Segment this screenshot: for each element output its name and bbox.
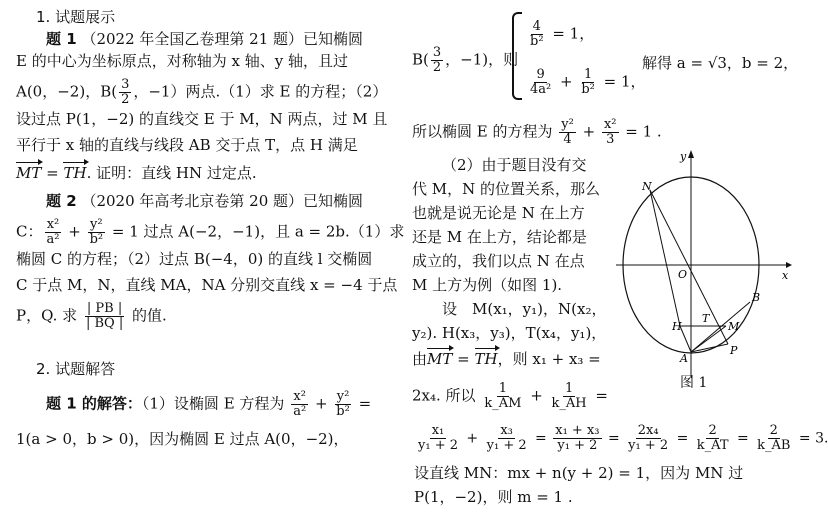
problem1-line2: E 的中心为坐标原点，对称轴为 x 轴、y 轴，且过 <box>16 52 348 70</box>
label-m: M <box>728 320 740 333</box>
problem2-line3: 椭圆 C 的方程；（2）过点 B(−4，0) 的直线 l 交椭圆 <box>16 250 373 268</box>
setup-line3: 由MT = TH，则 x₁ + x₃ = <box>412 350 601 368</box>
fraction-2-kab: $\frac{2}{k\_AB}$ <box>757 423 791 453</box>
solution1-line2: 1(a > 0，b > 0)，因为椭圆 E 过点 A(0，−2)， <box>16 430 349 448</box>
section1-title: 1. 试题展示 <box>36 8 116 26</box>
line-p: P(1，−2)，则 m = 1 . <box>414 488 573 506</box>
problem1-line5: 平行于 x 轴的直线与线段 AB 交于点 T，点 H 满足 <box>16 136 358 154</box>
line-mn: 设直线 MN：mx + n(y + 2) = 1，因为 MN 过 <box>414 464 744 482</box>
label-p: P <box>730 344 738 357</box>
problem1-line3: A(0，−2)，B( $\frac{3}{2}$ ，−1）两点.（1）求 E 的方程；（2） <box>16 77 388 107</box>
fraction-y2-4: $\frac{\text{y²}}{4}$ <box>561 117 574 147</box>
fraction-x1x3-y1p2: $\frac{\text{x₁ + x₃}}{\text{y₁ + 2}}$ <box>555 423 600 453</box>
solution1-line1: 题 1 的解答：（1）设椭圆 E 方程为 $\frac{\text{x²}}{\text{a²}}$ + $\frac{\text{y²}}{\text{b²}}$ = <box>46 389 372 419</box>
ellipse-figure <box>616 150 792 382</box>
part2-line5: 成立的，我们以点 N 在点 <box>412 252 585 270</box>
fraction-9-4a2: $\frac{9}{\text{4a²}}$ <box>530 67 552 97</box>
fraction-4-b2: $\frac{4}{\text{b²}}$ <box>530 19 544 49</box>
vector-mt: MT <box>16 164 42 182</box>
part2-line1: （2）由于题目没有交 <box>442 156 587 174</box>
vector-mt-right: MT <box>427 350 453 368</box>
fraction-2-kat: $\frac{2}{k\_AT}$ <box>696 423 729 453</box>
label-h: H <box>672 320 682 333</box>
fraction-x3-y1p2: $\frac{\text{x₃}}{\text{y₁ + 2}}$ <box>486 423 527 453</box>
setup-line4: 2x₄. 所以 $\frac{1}{k\_AM}$ + $\frac{1}{k\_AH}$ = <box>412 381 608 411</box>
fraction-x2-a2: $\frac{\text{x²}}{\text{a²}}$ <box>46 217 60 247</box>
fraction-x1-y1p2: $\frac{\text{x₁}}{\text{y₁ + 2}}$ <box>418 423 458 453</box>
label-b: B <box>752 291 761 304</box>
problem2-line2: C： $\frac{\text{x²}}{\text{a²}}$ + $\frac{\text{y²}}{\text{b²}}$ = 1 过点 A(−2，−1)，且 a = 2b.（1）求 <box>16 217 405 247</box>
fraction-y2-b2: $\frac{\text{y²}}{\text{b²}}$ <box>89 217 104 247</box>
label-y: y <box>680 150 687 163</box>
part2-line3: 也就是说无论是 N 在上方 <box>412 204 585 222</box>
x-axis-arrow <box>786 262 792 268</box>
problem1-line1: 题 1 （2022 年全国乙卷理第 21 题）已知椭圆 <box>46 30 364 48</box>
fraction-2x4-y1p2: $\frac{\text{2x₄}}{\text{y₁ + 2}}$ <box>628 423 669 453</box>
line-nh <box>650 190 680 326</box>
system-solution: 解得 a = √3，b = 2， <box>642 54 799 72</box>
system-eq2: $\frac{9}{\text{4a²}}$ + $\frac{1}{\text{b²}}$ = 1， <box>530 67 646 97</box>
slope-equation: $\frac{\text{x₁}}{\text{y₁ + 2}}$ + $\frac{\text{x₃}}{\text{y₁ + 2}}$ = $\frac{\text{x₁ + x₃}}{\text{y₁ + 2}}$ = $\frac{\text{2x₄}}{\text{y₁ + 2}}$ = $\frac{2}{k\_AT}$ = $\frac{2}{k\_AB}$ = 3. <box>418 423 828 453</box>
label-n: N <box>642 180 652 193</box>
label-a: A <box>680 352 688 365</box>
line-np <box>650 190 728 344</box>
figure-caption: 图 1 <box>680 375 708 391</box>
problem1-line4: 设过点 P(1，−2) 的直线交 E 于 M，N 两点，过 M 且 <box>16 110 388 128</box>
label-o: O <box>678 268 688 281</box>
setup-line1: 设 M(x₁，y₁)，N(x₂， <box>442 300 607 318</box>
problem2-line5: P，Q. 求 $\frac{| PB |}{| BQ |}$ 的值. <box>16 301 167 331</box>
fraction-3-2: $\frac{3}{2}$ <box>121 77 130 107</box>
fraction-y2-b2-sol: $\frac{\text{y²}}{\text{b²}}$ <box>336 389 350 419</box>
fraction-x2-a2-sol: $\frac{\text{x²}}{\text{a²}}$ <box>293 389 307 419</box>
fraction-1-kam: $\frac{1}{k\_AM}$ <box>484 381 522 411</box>
part2-line4: 还是 M 在上方，结论都是 <box>412 228 587 246</box>
problem1-line6: MT = TH. 证明：直线 HN 过定点. <box>16 164 257 182</box>
vector-th-right: TH <box>474 350 498 368</box>
system-prefix: B( $\frac{3}{2}$ ，−1)，则 <box>412 45 519 75</box>
fraction-3-2-right: $\frac{3}{2}$ <box>432 45 442 75</box>
label-x: x <box>782 269 789 282</box>
fraction-pb-bq: $\frac{| PB |}{| BQ |}$ <box>85 301 124 331</box>
y-axis-arrow <box>688 150 694 158</box>
fraction-1-b2: $\frac{1}{\text{b²}}$ <box>581 67 595 97</box>
label-t: T <box>702 312 710 325</box>
system-brace <box>512 12 522 100</box>
problem2-line1: 题 2 （2020 年高考北京卷第 20 题）已知椭圆 <box>46 192 364 210</box>
ellipse-result: 所以椭圆 E 的方程为 $\frac{\text{y²}}{4}$ + $\frac{\text{x²}}{3}$ = 1 . <box>412 117 662 147</box>
line-ah <box>680 326 691 352</box>
part2-line6: M 上方为例（如图 1). <box>412 276 563 294</box>
system-eq1: $\frac{4}{\text{b²}}$ = 1， <box>530 19 595 49</box>
vector-th: TH <box>63 164 87 182</box>
problem2-line4: C 于点 M，N，直线 MA，NA 分别交直线 x = −4 于点 <box>16 276 398 294</box>
fraction-x2-3: $\frac{\text{x²}}{3}$ <box>603 117 617 147</box>
section2-title: 2. 试题解答 <box>36 360 116 378</box>
part2-line2: 代 M，N 的位置关系，那么 <box>412 180 601 198</box>
setup-line2: y₂). H(x₃，y₃)，T(x₄，y₁)， <box>412 324 607 342</box>
fraction-1-kah: $\frac{1}{k\_AH}$ <box>551 381 587 411</box>
